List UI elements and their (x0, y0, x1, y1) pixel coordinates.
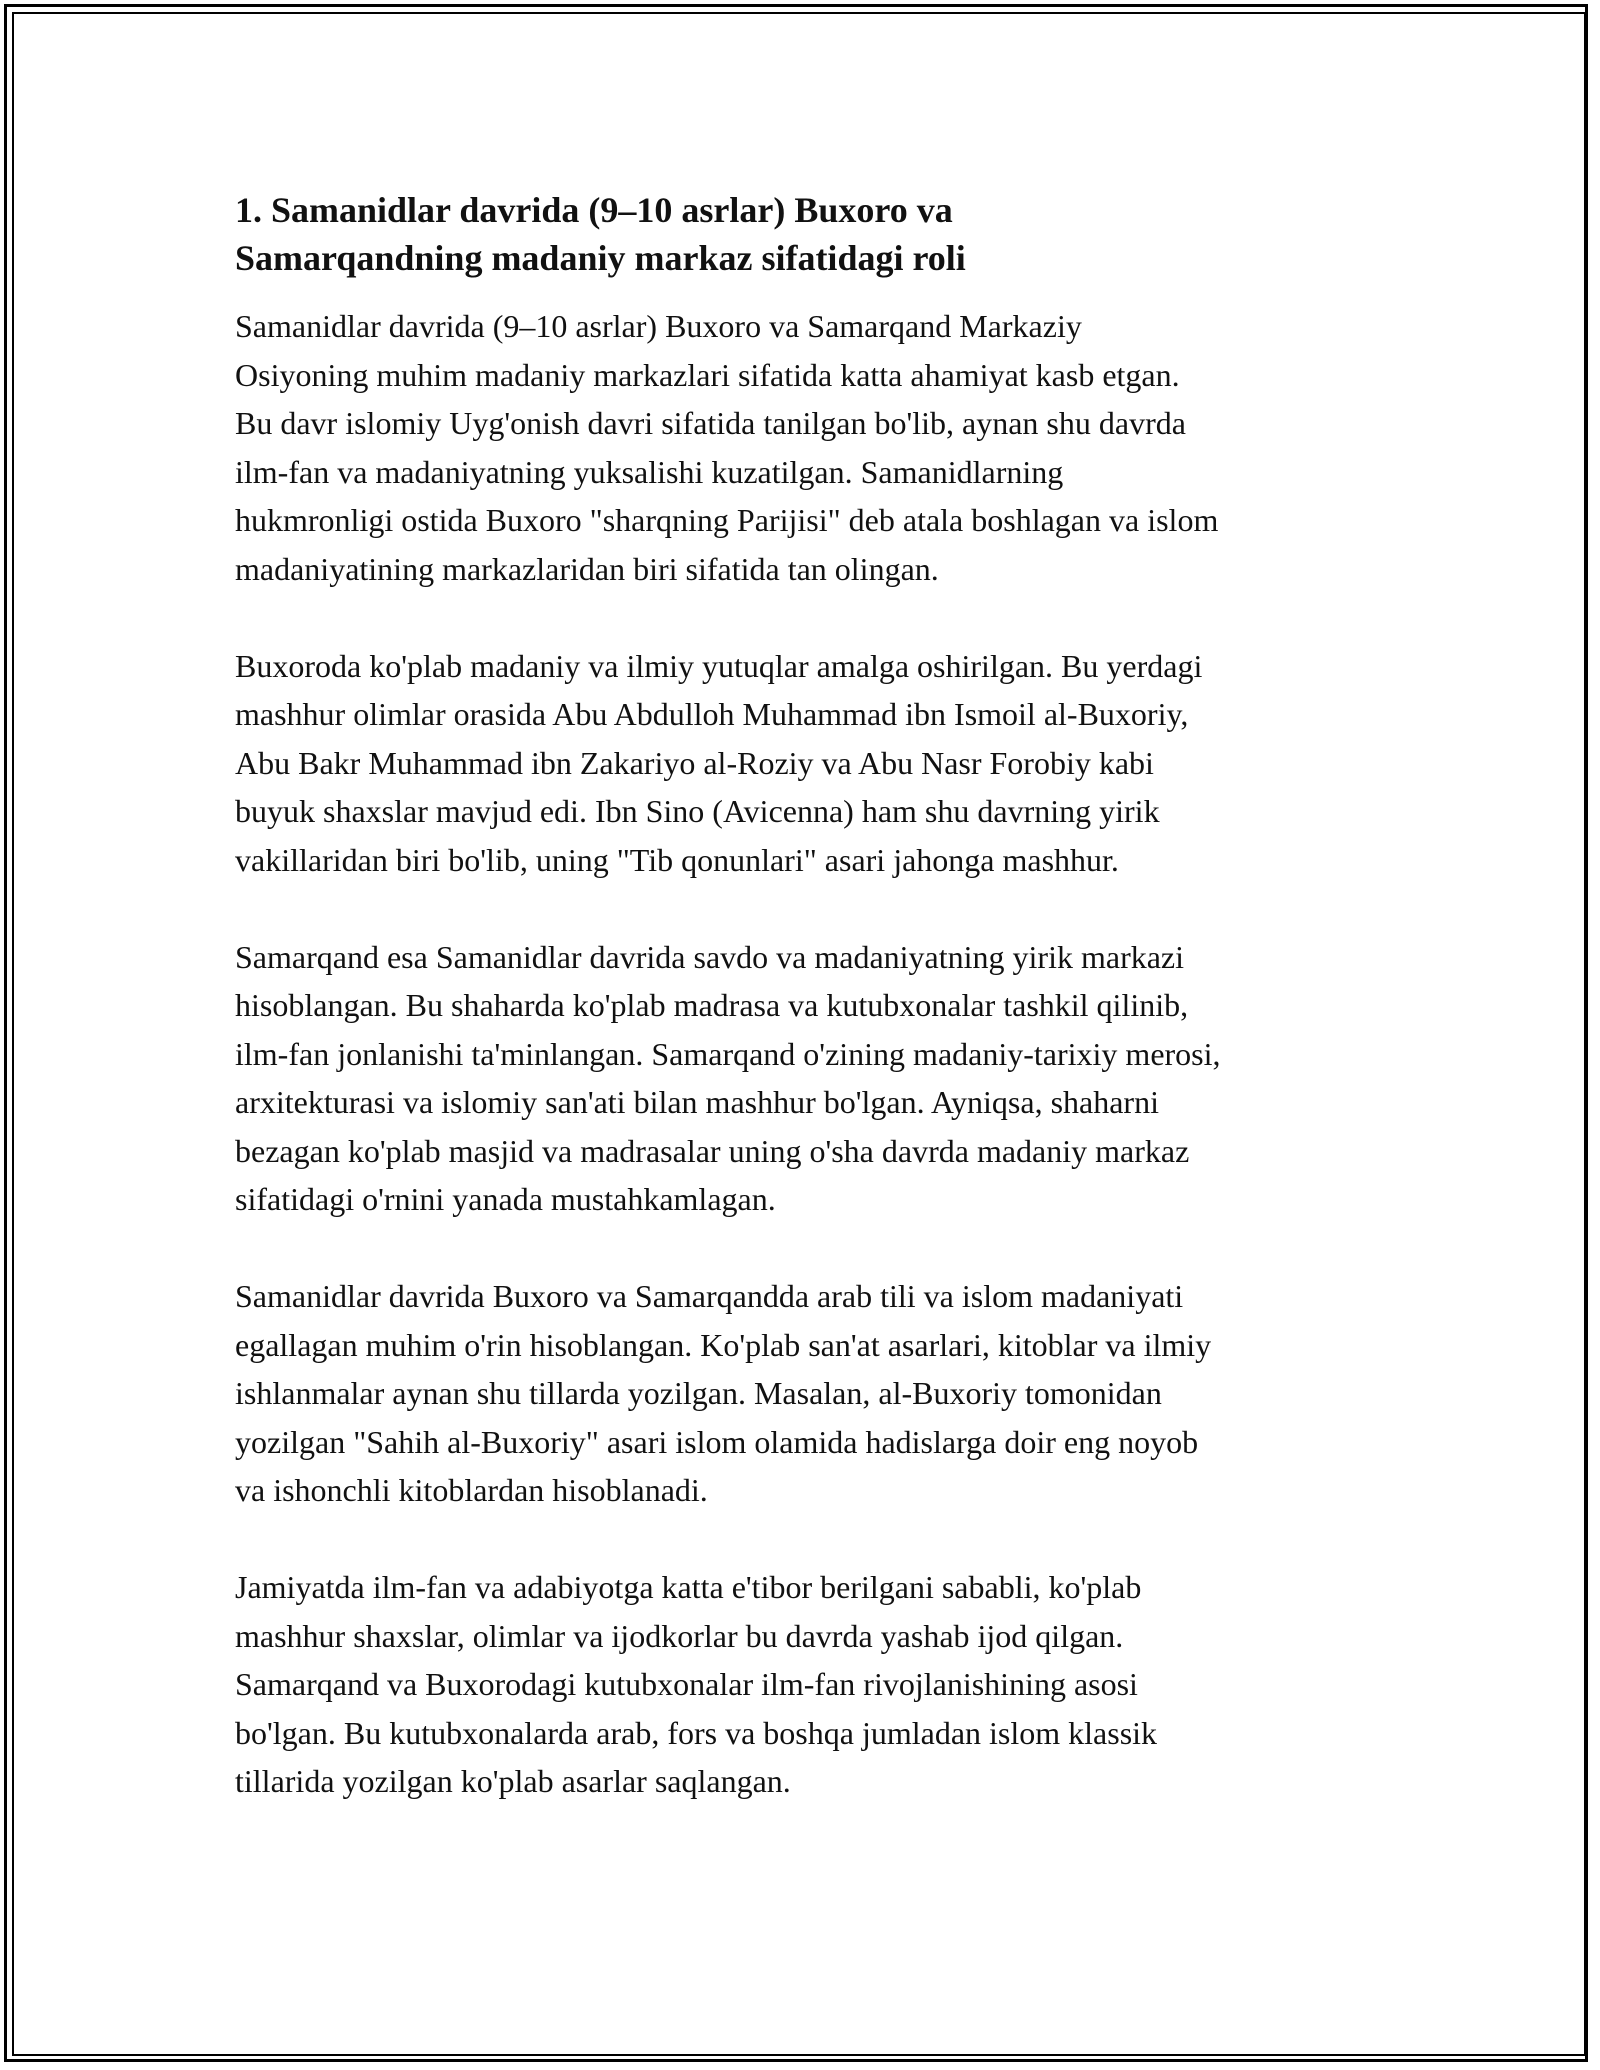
text-line: ilm-fan jonlanishi ta'minlangan. Samarqand o'zining madaniy-tarixiy merosi, (235, 1035, 1221, 1072)
paragraph-5 (235, 1563, 1385, 1806)
text-line: Buxoroda ko'plab madaniy va ilmiy yutuqlar amalga oshirilgan. Bu yerdagi (235, 647, 1203, 684)
text-line: egallagan muhim o'rin hisoblangan. Ko'plab san'at asarlari, kitoblar va ilmiy (235, 1326, 1212, 1363)
text-line: Jamiyatda ilm-fan va adabiyotga katta e'tibor berilgani sababli, ko'plab (235, 1569, 1142, 1605)
text-line: bezagan ko'plab masjid va madrasalar uning o'sha davrda madaniy markaz (235, 1132, 1190, 1169)
text-line: madaniyatining markazlaridan biri sifatida tan olingan. (235, 550, 939, 587)
title-line: 1. Samanidlar davrida (9–10 asrlar) Buxoro va (235, 190, 953, 230)
text-line: ishlanmalar aynan shu tillarda yozilgan. Masalan, al-Buxoriy tomonidan (235, 1375, 1162, 1411)
text-line: hisoblangan. Bu shaharda ko'plab madrasa va kutubxonalar tashkil qilinib, (235, 987, 1189, 1023)
document-title (235, 186, 1385, 282)
text-line: Bu davr islomiy Uyg'onish davri sifatida tanilgan bo'lib, aynan shu davrda (235, 405, 1186, 441)
title-line: Samarqandning madaniy markaz sifatidagi roli (235, 238, 966, 278)
text-line: Samanidlar davrida (9–10 asrlar) Buxoro va Samarqand Markaziy (235, 308, 1082, 344)
text-line: va ishonchli kitoblardan hisoblanadi. (235, 1472, 708, 1508)
text-line: vakillaridan biri bo'lib, uning "Tib qonunlari" asari jahonga mashhur. (235, 841, 1119, 878)
paragraph-4 (235, 1272, 1385, 1515)
text-line: sifatidagi o'rnini yanada mustahkamlagan. (235, 1181, 776, 1217)
text-line: mashhur shaxslar, olimlar va ijodkorlar bu davrda yashab ijod qilgan. (235, 1617, 1124, 1654)
text-line: tillarida yozilgan ko'plab asarlar saqlangan. (235, 1763, 791, 1799)
text-line: Samarqand va Buxorodagi kutubxonalar ilm-fan rivojlanishining asosi (235, 1666, 1138, 1702)
text-line: Osiyoning muhim madaniy markazlari sifatida katta ahamiyat kasb etgan. (235, 356, 1180, 393)
text-line: hukmronligi ostida Buxoro "sharqning Parijisi" deb atala boshlagan va islom (235, 502, 1219, 538)
text-line: buyuk shaxslar mavjud edi. Ibn Sino (Avicenna) ham shu davrning yirik (235, 793, 1160, 829)
text-line: Samanidlar davrida Buxoro va Samarqandda arab tili va islom madaniyati (235, 1278, 1184, 1314)
document-body (235, 186, 1385, 1854)
paragraph-1 (235, 302, 1385, 593)
paragraph-3 (235, 933, 1385, 1224)
text-line: ilm-fan va madaniyatning yuksalishi kuzatilgan. Samanidlarning (235, 453, 1064, 490)
text-line: mashhur olimlar orasida Abu Abdulloh Muhammad ibn Ismoil al-Buxoriy, (235, 696, 1189, 732)
paragraph-2 (235, 642, 1385, 885)
text-line: Abu Bakr Muhammad ibn Zakariyo al-Roziy va Abu Nasr Forobiy kabi (235, 744, 1154, 781)
text-line: bo'lgan. Bu kutubxonalarda arab, fors va boshqa jumladan islom klassik (235, 1714, 1158, 1751)
text-line: yozilgan "Sahih al-Buxoriy" asari islom olamida hadislarga doir eng noyob (235, 1423, 1199, 1460)
text-line: Samarqand esa Samanidlar davrida savdo va madaniyatning yirik markazi (235, 938, 1185, 975)
text-line: arxitekturasi va islomiy san'ati bilan mashhur bo'lgan. Ayniqsa, shaharni (235, 1084, 1159, 1120)
